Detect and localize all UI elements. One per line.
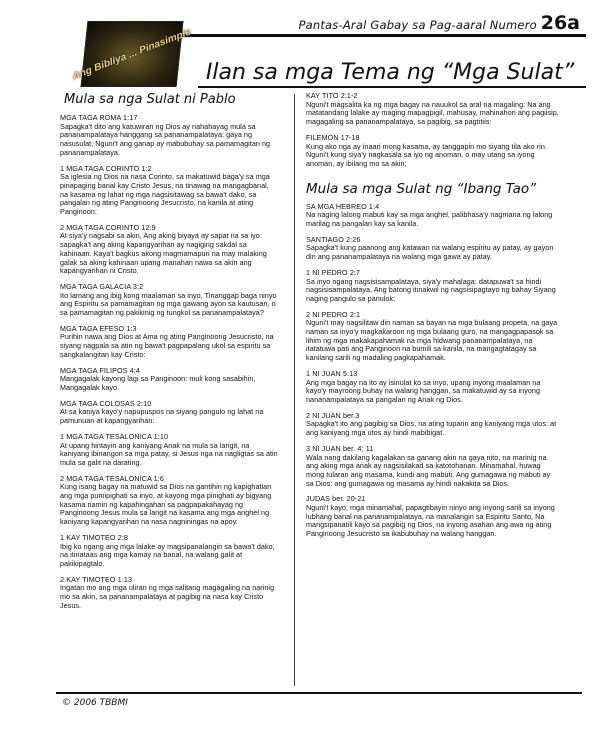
verse-entry [60,114,278,158]
verse-entry [306,445,560,489]
page-title: Ilan sa mga Tema ng “Mga Sulat” [205,60,575,85]
section-heading-ibang-tao: Mula sa mga Sulat ng “Ibang Tao” [306,180,537,197]
verse-text: At upang hintayin ang kaniyang Anak na mula sa langit, na kaniyang ibinangon sa mga patay, si Jesus nga na nagligtas sa atin mula sa galit na darating. [60,440,278,467]
column-divider [294,94,295,686]
verse-text: Sapagka't dito ang katuwiran ng Dios ay nahahayag mula sa pananampalataya hanggang sa pananampalataya: gaya ng nasusulat, Nguni't ang ganap ay mabubuhay sa pamamagitan ng pananampalataya. [60,121,271,157]
verse-reference: 1 MGA TAGA TESALONICA 1:10 [60,431,169,441]
verse-reference: 1 NI JUAN 5:13 [306,368,358,378]
section-heading-pablo: Mula sa nga Sulat ni Pablo [64,92,236,107]
verse-entry [60,325,278,360]
verse-reference: 2 KAY TIMOTEO 1:13 [60,574,133,584]
verse-entry [306,134,560,169]
verse-text: Kung isang bagay na matuwid sa Dios na gantihin ng kapighatian ang mga pumipighati sa inyo, at kayong mga pinighati ay bigyang kasama namin ng kapahingahan sa pagpapakahayag ng Panginoong Jesus mula sa langit na kasama ang mga anghel ng kaniyang kapangyarihan na nasa nagniningas na apoy. [60,482,272,527]
copyright-text: 2006 TBBMI [73,698,128,708]
header-rule [148,34,586,37]
verse-text: Ingatan mo ang mga uliran ng mga salitang magagaling na narinig mo sa akin, sa pananampalataya at pagibig na nasa kay Cristo Jesus. [60,583,275,610]
verse-entry [60,165,278,217]
pablo-entries [60,114,278,610]
verse-text: Sa inyo ngang nagsisisampalataya, siya'y mahalaga: datapuwa't sa hindi nagsisisampalataya, Ang batong itinakwil ng nagsisipagtayo ng bahay Siyang naging pangulo sa panulok; [306,276,556,303]
verse-text: Sapagka't kung paanong ang katawan na walang espiritu ay patay, ay gayon din ang pananampalataya na walang mga gawa ay patay. [306,243,554,262]
title-rule [198,86,586,88]
verse-text: Ito lamang ang ibig kong maalaman sa inyo, Tinanggap baga ninyo ang Espiritu sa pamamagitan ng mga gawang ayon sa kautusan, o sa pamamagitan ng pakikinig ng tungkol sa pananampalataya? [60,290,277,318]
right-column [306,92,560,546]
verse-reference: 3 NI JUAN ber. 4; 11 [306,443,374,453]
verse-text: At sa kaniya kayo'y napupuspos na siyang pangulo ng lahat na pamunuan at kapangyarihan: [60,407,264,426]
verse-entry [306,236,560,262]
verse-entry [306,495,560,539]
verse-entry [60,400,278,426]
series-title: Pantas-Aral Gabay sa Pag-aaral Numero [298,18,537,32]
pablo-entries-continued [306,92,560,169]
verse-reference: JUDAS ber. 20-21 [306,494,366,504]
verse-text: Nguni't magsalita ka ng mga bagay na nauukol sa aral na magaling: Na ang matatandang lalake ay maging mapagpigil, mahusay, mahinahon ang pagiisip, magagaling sa pananampalataya, sa pagibig, sa pagtitiis: [306,99,559,127]
verse-entry [60,283,278,318]
bible-logo-image [71,21,193,87]
verse-entry [306,269,560,304]
verse-text: Purihin nawa ang Dios at Ama ng ating Panginoong Jesucristo, na siyang nagpala sa atin ng bawa't pagpapalang ukol sa espiritu sa sangkalangitan kay Cristo: [60,332,274,359]
copyright-icon: © [62,698,71,708]
logo-text: Ang Bibliya ... Pinasimple [71,26,193,82]
lesson-number: 26a [540,12,580,34]
verse-reference: 2 MGA TAGA TESALONICA 1:6 [60,473,164,483]
verse-reference: SANTIAGO 2:26 [306,234,361,244]
verse-entry [306,92,560,127]
series-header [232,12,580,34]
footer [62,698,128,708]
verse-reference: MGA TAGA EFESO 1:3 [60,323,137,333]
verse-reference: 2 NI JUAN ber.3 [306,410,360,420]
left-column [60,92,278,617]
verse-reference: FILEMON 17-18 [306,132,360,142]
verse-text: Mangagalak kayong lagi sa Panginoon: muli kong sasabihin, Mangagalak kayo. [60,374,256,392]
verse-entry [306,370,560,405]
verse-reference: 2 NI PEDRO 2:1 [306,309,361,319]
verse-text: Kung ako nga ay inaari mong kasama, ay tanggapin mo siyang tila ako rin. Nguni't kung siya'y nagkasala sa iyo ng anoman, o may utang sa iyong anoman, ay ibilang mo sa akin; [306,141,547,168]
verse-entry [60,224,278,276]
verse-reference: SA MGA HEBREO 1:4 [306,201,380,211]
verse-reference: MGA TAGA COLOSAS 2:10 [60,398,152,408]
verse-text: Sa iglesia ng Dios na nasa Corinto, sa makatuwid baga'y sa mga pinapaging banal kay Cristo Jesus, na tinawag na mangagbanal, na kasama ng lahat ng mga nagsisitawag sa bawa't dako, sa pangalan ng ating Panginoong Jesucristo, na kanila at ating Panginoon: [60,172,270,217]
verse-reference: MGA TAGA GALACIA 3:2 [60,281,144,291]
verse-entry [60,576,278,611]
verse-text: Ibig ko ngang ang mga lalake ay magsipanalangin sa bawa't dako, na itinataas ang mga kamay na banal, na walang galit at pakikipagtalo. [60,541,275,568]
verse-reference: MGA TAGA FILIPOS 4:4 [60,365,141,375]
footer-rule [56,692,582,694]
verse-text: Sapagka't ito ang pagibig sa Dios, na ating tuparin ang kaniyang mga utos: at ang kaniyang mga utos ay hindi mabibigat. [306,419,557,438]
verse-entry [306,203,560,229]
verse-text: Ang mga bagay na ito ay isinulat ko sa inyo, upang inyong maalaman na kayo'y mayroong buhay na walang hanggan, sa makatuwid ay sa inyong nananampalataya sa pangalan ng Anak ng Dios. [306,377,541,404]
verse-reference: MGA TAGA ROMA 1:17 [60,113,138,122]
verse-entry [306,311,560,363]
verse-text: Nguni't may nagsilitaw din naman sa bayan na mga bulaang propeta, na gaya naman sa inyo'y magkakaroon ng mga bulaang guro, na mangagpapasok sa lihim ng mga makakapahamak na mga hidwang pananampalataya, na itatatuwa pati ang Panginoon na bumili sa kanila, na mangagtatagay sa kanilang sarili ng madaling pagkapahamak. [306,318,558,363]
verse-reference: 1 KAY TIMOTEO 2:8 [60,532,129,542]
ibang-tao-entries [306,203,560,539]
verse-entry [60,534,278,569]
verse-entry [60,433,278,468]
verse-text: Na naging lalong mabuti kay sa mga anghel, palibhasa'y nagmana ng lalong marilag na pangalan kay sa kanila. [306,210,553,229]
verse-reference: 1 NI PEDRO 2:7 [306,267,361,277]
verse-reference: 1 MGA TAGA CORINTO 1:2 [60,163,152,173]
verse-reference: KAY TITO 2:1-2 [306,91,358,100]
verse-text: Wala nang dakilang kagalakan sa ganang akin na gaya nito, na marinig na ang aking mga anak ay nagsisilakad sa katotohanan. Minamahal, huwag mong tularan ang masama, kundi ang mabuti. Ang gumagawa ng mabuti ay sa Dios: ang gumagawa ng masama ay hindi nakakita sa Dios. [306,452,551,488]
verse-reference: 2 MGA TAGA CORINTO 12:9 [60,222,156,232]
verse-text: Nguni't kayo, mga minamahal, papagtibayin ninyo ang inyong sarili sa inyong lubhang banal na pananampalataya, na manalangin sa Espiritu Santo, Na mangsipanatili kayo sa pagibig ng Dios, na inyong asahan ang awa ng ating Panginoong Jesucristo sa ikabubuhay na walang hanggan. [306,503,555,539]
verse-entry [60,475,278,527]
verse-entry [60,367,278,393]
verse-entry [306,412,560,438]
verse-text: At siya'y nagsabi sa akin, Ang aking biyaya ay sapat na sa iyo: sapagka't ang aking kapangyarihan ay nagiging sakdal sa kahinaan. Kaya't bagkus akong magmamapuri na may malaking galak sa aking kahinaan upang manahan nawa sa akin ang kapangyarihan ni Cristo. [60,231,267,276]
